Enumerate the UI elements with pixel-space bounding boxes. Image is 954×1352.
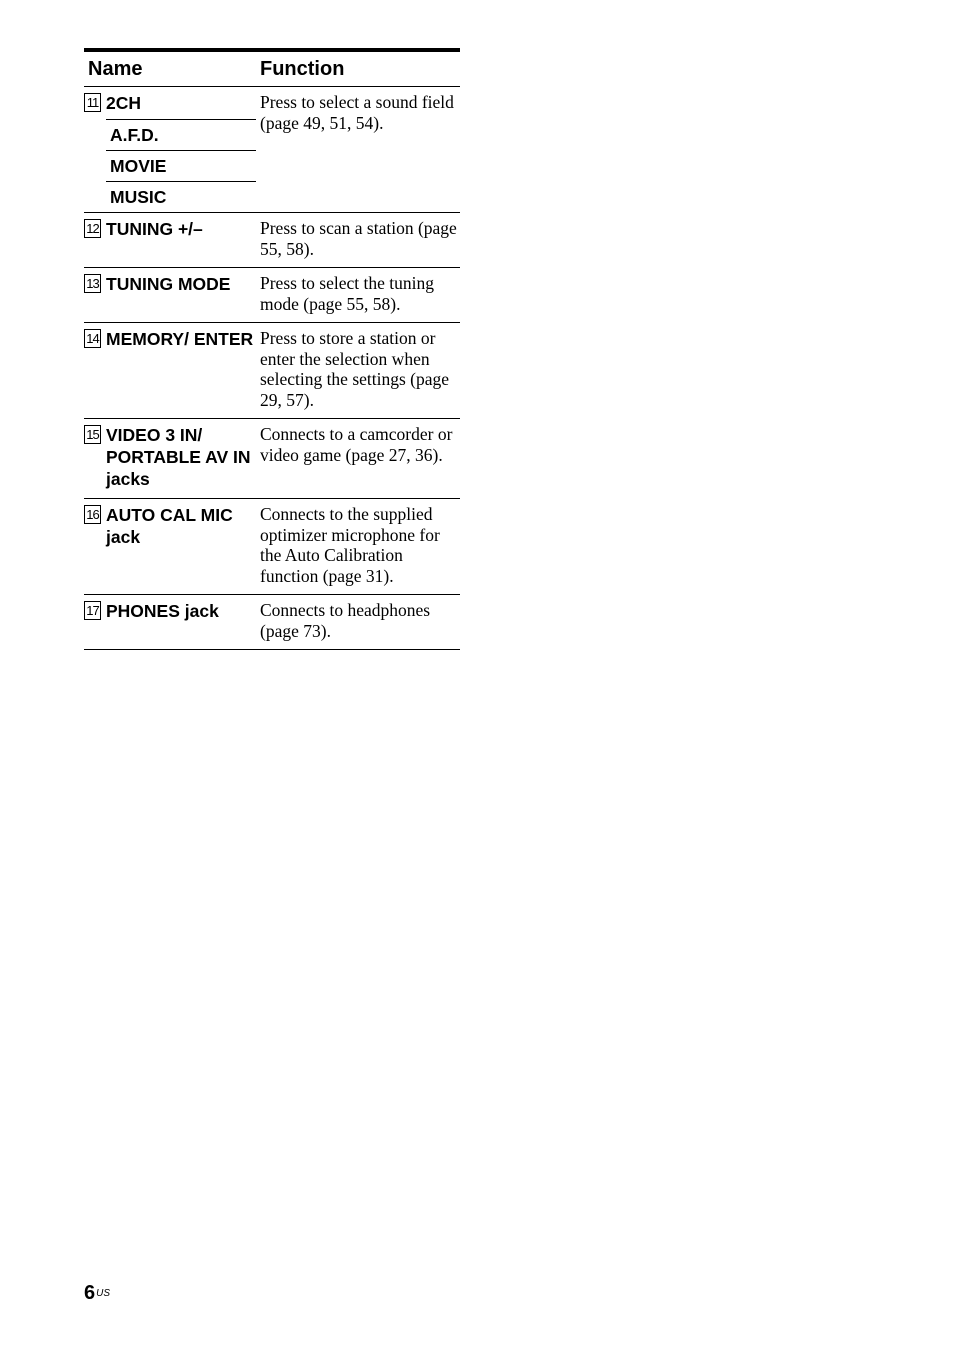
item-number-badge: 11 xyxy=(84,93,101,112)
reference-table-section xyxy=(84,48,460,650)
page-number-value: 6 xyxy=(84,1282,96,1304)
item-number-badge: 17 xyxy=(84,601,101,620)
item-function: Connects to a camcorder or video game (page 27, 36). xyxy=(256,419,460,499)
sound-field-name-2ch: 11 2CH xyxy=(84,87,256,119)
sound-field-function-cell: Press to select a sound field (page 49, 51, 54). xyxy=(256,87,460,213)
item-name: VIDEO 3 IN/ PORTABLE AV IN jacks xyxy=(106,425,251,489)
sound-field-names-cell xyxy=(84,87,256,213)
sound-field-name-music: MUSIC xyxy=(106,181,256,212)
item-name: PHONES jack xyxy=(106,601,219,621)
page-number-suffix: US xyxy=(96,1288,111,1299)
item-name: AUTO CAL MIC jack xyxy=(106,505,233,547)
item-name: MEMORY/ ENTER xyxy=(106,329,254,349)
table-row xyxy=(84,213,460,268)
item-number-badge: 12 xyxy=(84,219,101,238)
page-number xyxy=(84,1281,110,1305)
table-row xyxy=(84,268,460,323)
item-number-badge: 16 xyxy=(84,505,101,524)
table-row-sound-field xyxy=(84,87,460,213)
item-number-badge: 14 xyxy=(84,329,101,348)
item-function: Connects to the supplied optimizer microphone for the Auto Calibration function (page 31). xyxy=(256,499,460,595)
function-column-header: Function xyxy=(256,50,460,87)
item-function: Press to select the tuning mode (page 55, 58). xyxy=(256,268,460,323)
table-row xyxy=(84,419,460,499)
table-header-row xyxy=(84,50,460,87)
item-number-badge: 15 xyxy=(84,425,101,444)
table-row xyxy=(84,595,460,650)
item-function: Press to scan a station (page 55, 58). xyxy=(256,213,460,268)
item-name: TUNING MODE xyxy=(106,274,231,294)
sound-field-name-movie: MOVIE xyxy=(106,150,256,181)
table-row xyxy=(84,323,460,419)
name-function-table xyxy=(84,48,460,650)
name-column-header: Name xyxy=(84,50,256,87)
item-name: TUNING +/– xyxy=(106,219,203,239)
sound-field-name-afd: A.F.D. xyxy=(106,119,256,150)
item-function: Connects to headphones (page 73). xyxy=(256,595,460,650)
item-number-badge: 13 xyxy=(84,274,101,293)
item-function: Press to store a station or enter the selection when selecting the settings (page 29, 57). xyxy=(256,323,460,419)
table-row xyxy=(84,499,460,595)
